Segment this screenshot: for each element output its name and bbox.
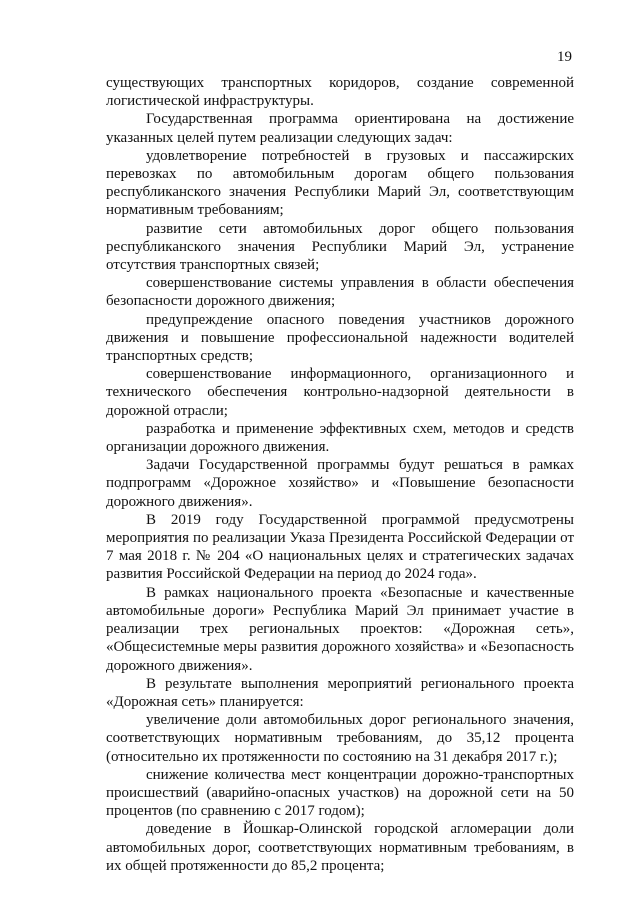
paragraph: развитие сети автомобильных дорог общего пользования республиканского значения Республики Марий Эл, устранение отсутствия транспортных связей; bbox=[106, 220, 574, 274]
paragraph: Государственная программа ориентирована на достижение указанных целей путем реализации следующих задач: bbox=[106, 111, 574, 146]
paragraph: В 2019 году Государственной программой предусмотрены мероприятия по реализации Указа Президента Российской Федерации от 7 мая 2018 г. № 204 «О национальных целях и стратегических задачах развития Российской Федерации на период до 2024 года». bbox=[106, 511, 574, 583]
paragraph: существующих транспортных коридоров, создание современной логистической инфраструктуры. bbox=[106, 75, 574, 110]
paragraph: разработка и применение эффективных схем, методов и средств организации дорожного движения. bbox=[106, 420, 574, 456]
paragraph: удовлетворение потребностей в грузовых и пассажирских перевозках по автомобильным дорогам общего пользования республиканского значения Республики Марий Эл, соответствующим нормативным требованиям; bbox=[106, 147, 574, 219]
paragraph: Задачи Государственной программы будут решаться в рамках подпрограмм «Дорожное хозяйство» и «Повышение безопасности дорожного движения». bbox=[106, 457, 574, 510]
paragraph: совершенствование информационного, организационного и технического обеспечения контрольно-надзорной деятельности в дорожной отрасли; bbox=[106, 366, 574, 419]
paragraph: В рамках национального проекта «Безопасные и качественные автомобильные дороги» Республика Марий Эл принимает участие в реализации трех региональных проектов: «Дорожная сеть», «Общесистемные меры развития дорожного хозяйства» и «Безопасность дорожного движения». bbox=[106, 584, 574, 674]
paragraph: снижение количества мест концентрации дорожно-транспортных происшествий (аварийно-опасных участков) на дорожной сети на 50 процентов (по сравнению с 2017 годом); bbox=[106, 766, 574, 820]
paragraph: В результате выполнения мероприятий регионального проекта «Дорожная сеть» планируется: bbox=[106, 675, 574, 710]
paragraph: доведение в Йошкар-Олинской городской агломерации доли автомобильных дорог, соответствующих нормативным требованиям, в их общей протяженности до 85,2 процента; bbox=[106, 821, 574, 874]
paragraph: увеличение доли автомобильных дорог регионального значения, соответствующих нормативным требованиям, до 35,12 процента (относительно их протяженности по состоянию на 31 декабря 2017 г.); bbox=[106, 712, 574, 765]
page-number: 19 bbox=[557, 49, 572, 65]
paragraph: предупреждение опасного поведения участников дорожного движения и повышение профессиональной надежности водителей транспортных средств; bbox=[106, 311, 574, 365]
paragraph: совершенствование системы управления в области обеспечения безопасности дорожного движения; bbox=[106, 275, 574, 310]
document-body bbox=[106, 74, 574, 875]
